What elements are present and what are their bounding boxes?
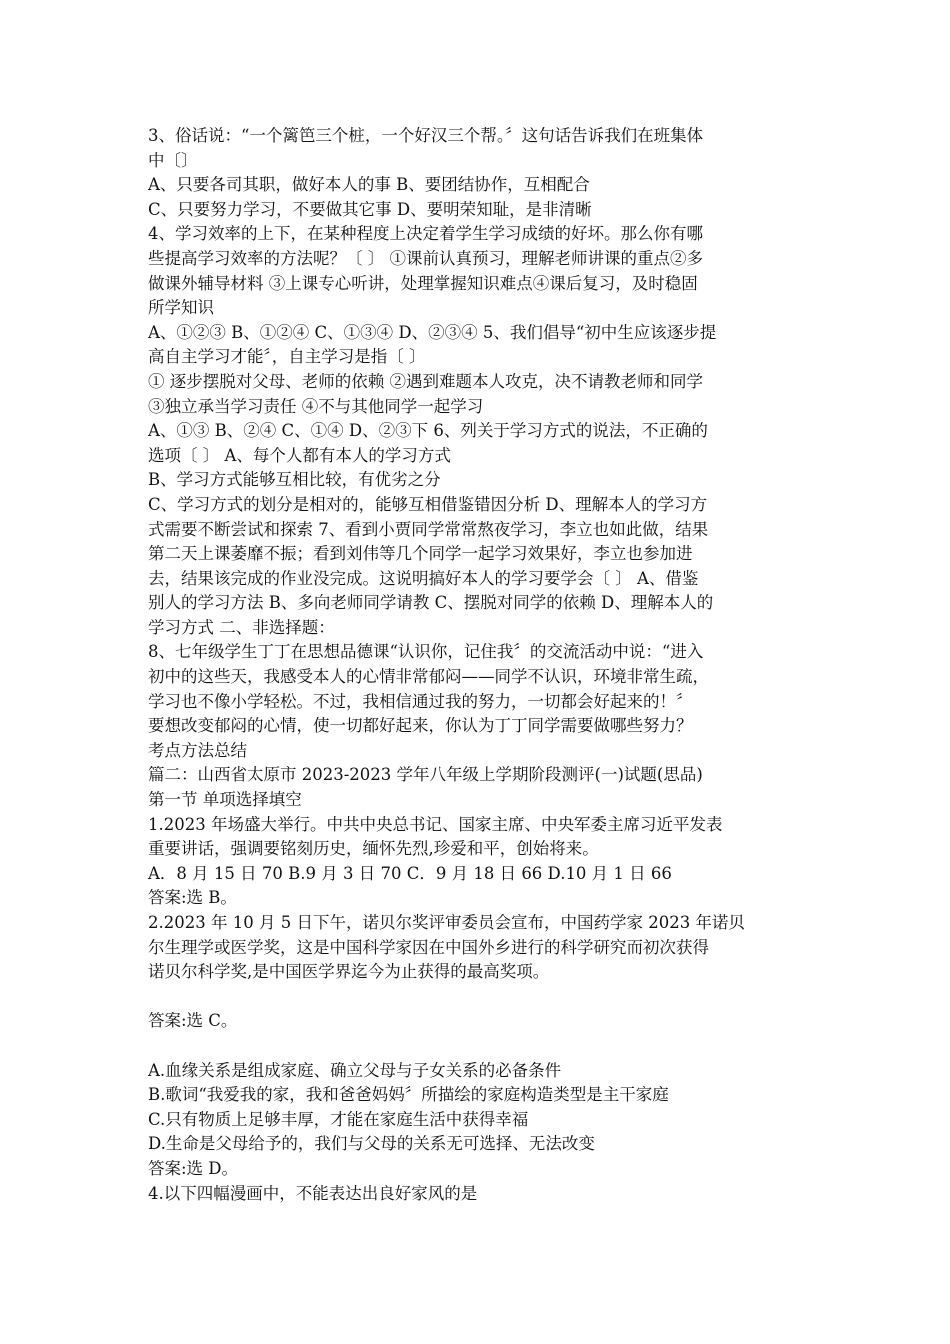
text-line: 学习方式 二、非选择题： [148,617,335,637]
document-page [148,124,808,1206]
text-line: 第二天上课萎靡不振；看到刘伟等几个同学一起学习效果好，李立也参加进 [148,544,693,564]
answer-line: 答案:选 D。 [148,1158,239,1178]
text-line: C.只有物质上足够丰厚，才能在家庭生活中获得幸福 [148,1109,529,1129]
answer-line: 答案:选 B。 [148,888,237,908]
text-line: C、学习方式的划分是相对的，能够互相借鉴错因分析 D、理解本人的学习方 [148,494,708,514]
text-line: A．8 月 15 日 70 B.9 月 3 日 70 C．9 月 18 日 66 D.10 月 1 日 66 [148,863,672,883]
text-line: 中〔〕 [148,150,198,170]
blank-line [148,1034,808,1059]
text-line: 重要讲话，强调要铭刻历史，缅怀先烈,珍爱和平，创始将来。 [148,839,599,859]
text-line: 1.2023 年场盛大举行。中共中央总书记、国家主席、中央军委主席习近平发表 [148,814,723,834]
text-line: ③独立承当学习责任 ④不与其他同学一起学习 [148,396,484,416]
text-line: 2.2023 年 10 月 5 日下午，诺贝尔奖评审委员会宣布，中国药学家 2023 年诺贝 [148,913,745,932]
text-line: 去，结果该完成的作业没完成。这说明搞好本人的学习要学会〔 〕 A、借鉴 [148,568,699,588]
text-line: A、①③ B、②④ C、①④ D、②③下 6、列关于学习方式的说法，不正确的 [148,421,708,441]
text-line: 做课外辅导材料 ③上课专心听讲，处理掌握知识难点④课后复习，及时稳固 [148,273,698,293]
text-line: 诺贝尔科学奖,是中国医学界迄今为止获得的最高奖项。 [148,962,550,982]
text-line: A、只要各司其职，做好本人的事 B、要团结协作，互相配合 [148,175,590,195]
text-line: A、①②③ B、①②④ C、①③④ D、②③④ 5、我们倡导“初中生应该逐步提 [148,322,717,342]
section-heading: 第一节 单项选择填空 [148,790,302,810]
text-line: C、只要努力学习，不要做其它事 D、要明荣知耻，是非清晰 [148,199,592,219]
text-line: 式需要不断尝试和探索 7、看到小贾同学常常熬夜学习，李立也如此做，结果 [148,519,709,539]
text-line: ① 逐步摆脱对父母、老师的依赖 ②遇到难题本人攻克，决不请教老师和同学 [148,371,703,391]
text-line: 初中的这些天，我感受本人的心情非常郁闷——同学不认识，环境非常生疏， [148,667,709,687]
answer-line: 答案:选 C。 [148,1011,238,1031]
section-heading: 考点方法总结 [148,740,247,760]
text-line: 学习也不像小学轻松。不过，我相信通过我的努力，一切都会好起来的！〞 [148,691,693,711]
text-line: 要想改变郁闷的心情，使一切都好起来，你认为丁丁同学需要做哪些努力？ [148,716,693,736]
text-line: B.歌词“我爱我的家，我和爸爸妈妈〞所描绘的家庭构造类型是主干家庭 [148,1085,669,1105]
text-line: D.生命是父母给予的，我们与父母的关系无可选择、无法改变 [148,1134,595,1154]
text-line: 些提高学习效率的方法呢？〔 〕 ①课前认真预习，理解老师讲课的重点②多 [148,248,703,268]
text-line: 别人的学习方法 B、多向老师同学请教 C、摆脱对同学的依赖 D、理解本人的 [148,593,714,613]
text-line: 8、七年级学生丁丁在思想品德课“认识你，记住我〞的交流活动中说：“进入 [148,642,704,662]
text-line: 选项〔 〕 A、每个人都有本人的学习方式 [148,445,451,465]
text-line: B、学习方式能够互相比较，有优劣之分 [148,470,441,490]
text-line: 所学知识 [148,298,214,318]
text-line: A.血缘关系是组成家庭、确立父母与子女关系的必备条件 [148,1060,562,1080]
section-heading: 篇二：山西省太原市 2023-2023 学年八年级上学期阶段测评(一)试题(思品) [148,765,703,785]
text-line: 高自主学习才能〞，自主学习是指〔 〕 [148,347,426,367]
text-line: 尔生理学或医学奖，这是中国科学家因在中国外乡进行的科学研究而初次获得 [148,937,709,957]
blank-line [148,985,808,1010]
text-line: 4.以下四幅漫画中，不能表达出良好家风的是 [148,1183,478,1203]
text-line: 4、学习效率的上下，在某种程度上决定着学生学习成绩的好坏。那么你有哪 [148,224,703,244]
text-line: 3、俗话说：“一个篱笆三个桩，一个好汉三个帮。〞这句话告诉我们在班集体 [148,126,704,145]
